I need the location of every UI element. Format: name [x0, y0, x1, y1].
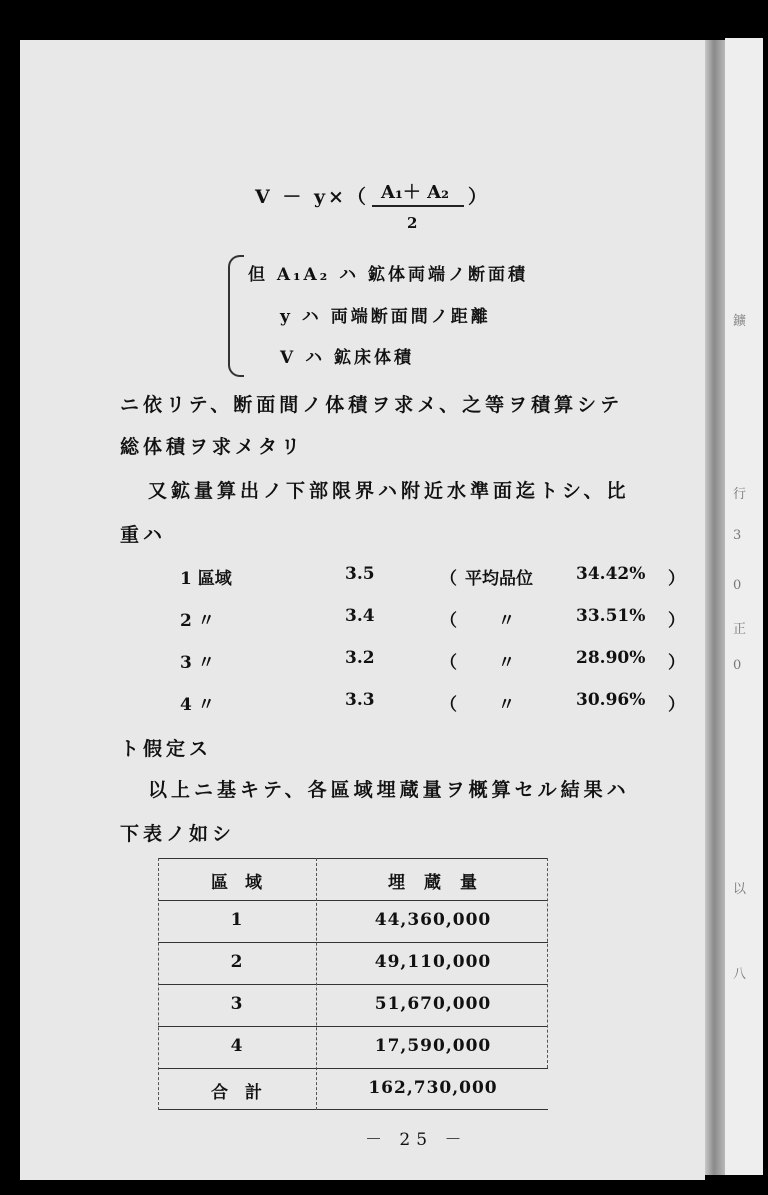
formula-denominator: 2	[407, 214, 418, 232]
table-total-label: 合 計	[211, 1083, 262, 1103]
formula-right-paren: ）	[468, 186, 488, 208]
paragraph-line: 又鉱量算出ノ下部限界ハ附近水準面迄トシ、比	[148, 480, 630, 502]
sg-open-paren: （	[440, 653, 457, 673]
paragraph-line: 下表ノ如シ	[120, 823, 236, 845]
sg-open-paren: （	[440, 569, 457, 589]
paragraph-line: ニ依リテ、断面間ノ体積ヲ求メ、之等ヲ積算シテ	[120, 394, 624, 416]
table-rule	[158, 1068, 548, 1069]
paragraph-line: 総体積ヲ求メタリ	[120, 436, 305, 458]
formula-note: V ハ 鉱床体積	[280, 348, 415, 368]
notes-brace	[228, 255, 244, 377]
table-cell-reserves: 17,590,000	[374, 1036, 492, 1056]
fraction-bar	[372, 205, 464, 207]
sg-close-paren: ）	[668, 653, 685, 673]
table-cell-reserves: 49,110,000	[374, 952, 492, 972]
table-cell-area: 4	[230, 1036, 243, 1056]
sg-close-paren: ）	[668, 611, 685, 631]
sg-open-paren: （	[440, 695, 457, 715]
adjacent-page-strip	[725, 38, 763, 1175]
sg-open-paren: （	[440, 611, 457, 631]
sg-grade-label: 平均品位	[465, 569, 533, 589]
next-page-fragment: 正	[733, 622, 747, 637]
next-page-fragment: 八	[733, 967, 747, 982]
table-rule	[158, 1109, 548, 1110]
table-header-reserves: 埋 蔵 量	[388, 873, 478, 893]
sg-grade-pct: 34.42%	[576, 564, 646, 584]
sg-area: 3 〃	[180, 653, 215, 673]
table-divider	[316, 858, 317, 1110]
table-cell-reserves: 51,670,000	[374, 994, 492, 1014]
sg-ditto-mark: 〃	[498, 653, 515, 673]
formula-numerator: A₁＋ A₂	[381, 182, 449, 203]
table-cell-area: 2	[230, 952, 243, 972]
table-cell-area: 1	[230, 910, 243, 930]
next-page-fragment: 鑛	[733, 314, 747, 329]
table-header-area: 區 域	[211, 873, 262, 893]
sg-grade-pct: 33.51%	[576, 606, 646, 626]
sg-value: 3.2	[345, 648, 375, 668]
table-rule	[158, 858, 548, 859]
table-border	[158, 858, 159, 1110]
sg-ditto-mark: 〃	[498, 695, 515, 715]
table-rule	[158, 1026, 548, 1027]
table-rule	[158, 984, 548, 985]
next-page-fragment: 行	[733, 487, 747, 502]
next-page-fragment: 以	[733, 882, 747, 897]
formula-lhs: V － y×（	[255, 186, 369, 208]
table-total-value: 162,730,000	[368, 1078, 498, 1098]
next-page-fragment: 0	[733, 658, 742, 673]
sg-value: 3.3	[345, 690, 375, 710]
sg-grade-pct: 28.90%	[576, 648, 646, 668]
next-page-fragment: 0	[733, 578, 742, 593]
sg-area: 4 〃	[180, 695, 215, 715]
sg-area: 2 〃	[180, 611, 215, 631]
formula-note: 但 A₁A₂ ハ 鉱体両端ノ断面積	[248, 265, 529, 285]
reserves-table	[158, 858, 548, 1110]
sg-value: 3.5	[345, 564, 375, 584]
paragraph-line: ト假定ス	[120, 738, 213, 760]
table-cell-area: 3	[230, 994, 243, 1014]
paragraph-line: 以上ニ基キテ、各區域埋蔵量ヲ概算セル結果ハ	[148, 779, 630, 801]
sg-area: 1 區域	[180, 569, 232, 589]
sg-ditto-mark: 〃	[498, 611, 515, 631]
table-rule	[158, 942, 548, 943]
sg-value: 3.4	[345, 606, 375, 626]
sg-grade-pct: 30.96%	[576, 690, 646, 710]
table-cell-reserves: 44,360,000	[374, 910, 492, 930]
paragraph-line: 重ハ	[120, 524, 167, 546]
page-spine-edge	[705, 40, 725, 1175]
formula-note: y ハ 両端断面間ノ距離	[280, 307, 491, 327]
sg-close-paren: ）	[668, 569, 685, 589]
next-page-fragment: 3	[733, 528, 742, 543]
page-number: － 25 －	[365, 1130, 468, 1150]
sg-close-paren: ）	[668, 695, 685, 715]
table-rule	[158, 900, 548, 901]
